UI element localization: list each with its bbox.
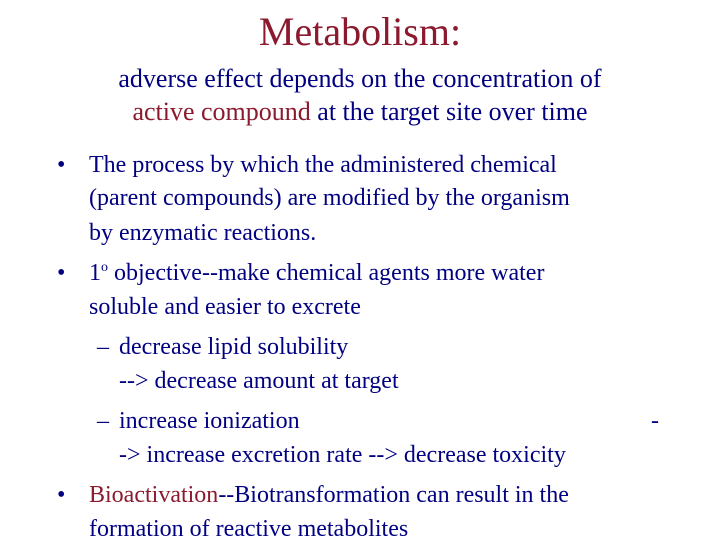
bullet-marker: • — [57, 260, 66, 286]
objective-number: 1 — [89, 260, 101, 286]
slide-subtitle — [0, 62, 720, 128]
subitem-1-line-1: decrease lipid solubility — [119, 334, 349, 360]
subtitle-rest-text: at the target site over time — [310, 97, 588, 126]
bioactivation-term: Bioactivation — [89, 482, 219, 508]
bullet-3-rest: --Biotransformation can result in the — [218, 482, 569, 508]
bullet-2-line-1 — [89, 258, 544, 288]
objective-text: objective--make chemical agents more water — [108, 260, 545, 286]
bullet-1-line-1: The process by which the administered chemical — [89, 152, 557, 178]
subitem-2-line-2: -> increase excretion rate --> decrease toxicity — [119, 442, 566, 468]
bullet-2-line-2: soluble and easier to excrete — [89, 294, 361, 320]
subtitle-line-1: adverse effect depends on the concentration of — [118, 64, 602, 93]
subitem-marker: – — [97, 334, 109, 360]
bullet-1-line-2: (parent compounds) are modified by the organism — [89, 185, 570, 211]
objective-superscript: o — [101, 260, 108, 275]
subitem-marker: – — [97, 408, 109, 434]
subitem-2-line-1: increase ionization — [119, 408, 300, 434]
subtitle-line-2 — [0, 95, 720, 128]
subitem-1-line-2: --> decrease amount at target — [119, 368, 399, 394]
subtitle-accent-text: active compound — [132, 97, 311, 126]
bullet-1-line-3: by enzymatic reactions. — [89, 220, 317, 246]
bullet-marker: • — [57, 152, 66, 178]
subitem-2-trailing-dash: - — [651, 408, 659, 434]
bullet-3-line-1 — [89, 480, 569, 510]
bullet-3-line-2: formation of reactive metabolites — [89, 516, 409, 542]
slide-title: Metabolism: — [258, 9, 462, 54]
bullet-marker: • — [57, 482, 66, 508]
